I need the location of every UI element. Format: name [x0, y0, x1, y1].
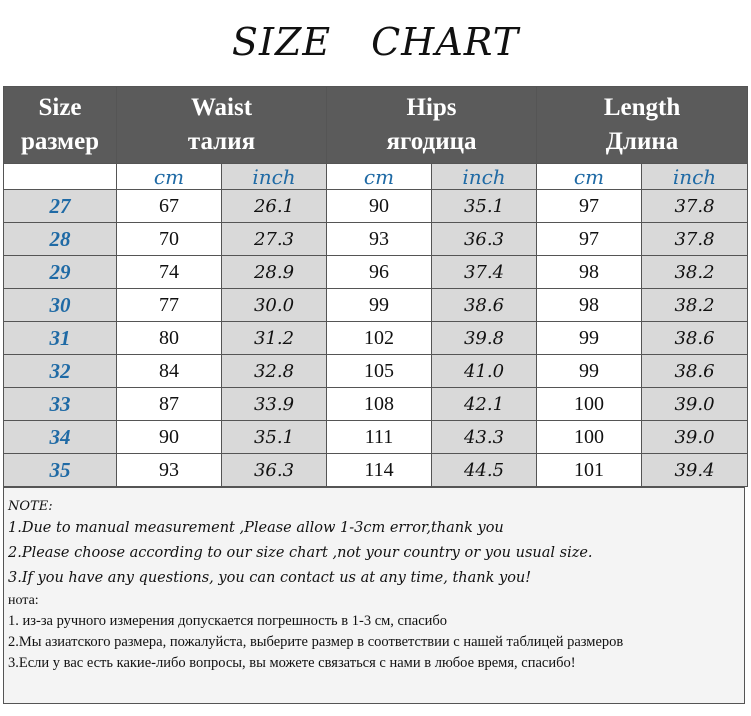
- cell-waist-inch: 31.2: [222, 322, 327, 355]
- cell-hips-cm: 93: [327, 223, 432, 256]
- unit-waist-inch: inch: [222, 164, 327, 190]
- unit-hips-inch: inch: [432, 164, 537, 190]
- cell-hips-cm: 105: [327, 355, 432, 388]
- cell-waist-inch: 27.3: [222, 223, 327, 256]
- cell-size: 34: [4, 421, 117, 454]
- cell-length-inch: 39.0: [642, 388, 748, 421]
- cell-waist-inch: 35.1: [222, 421, 327, 454]
- cell-hips-cm: 102: [327, 322, 432, 355]
- cell-hips-inch: 38.6: [432, 289, 537, 322]
- cell-hips-inch: 37.4: [432, 256, 537, 289]
- title-word-chart: CHART: [371, 20, 520, 64]
- cell-waist-cm: 67: [117, 190, 222, 223]
- cell-hips-cm: 99: [327, 289, 432, 322]
- cell-size: 33: [4, 388, 117, 421]
- cell-hips-cm: 111: [327, 421, 432, 454]
- cell-hips-inch: 44.5: [432, 454, 537, 487]
- size-chart-table: [3, 86, 748, 487]
- cell-hips-cm: 108: [327, 388, 432, 421]
- cell-waist-cm: 70: [117, 223, 222, 256]
- header-length-en: Length: [603, 94, 681, 121]
- header-waist-en: Waist: [190, 94, 253, 121]
- cell-length-cm: 100: [537, 388, 642, 421]
- cell-size: 29: [4, 256, 117, 289]
- cell-waist-cm: 84: [117, 355, 222, 388]
- header-length-ru: Длина: [605, 128, 679, 155]
- cell-length-inch: 37.8: [642, 223, 748, 256]
- cell-waist-cm: 90: [117, 421, 222, 454]
- table-row: [4, 289, 748, 322]
- unit-row: [4, 164, 748, 190]
- table-row: [4, 388, 748, 421]
- cell-length-cm: 97: [537, 190, 642, 223]
- cell-hips-inch: 43.3: [432, 421, 537, 454]
- page-title: [0, 20, 751, 64]
- cell-waist-cm: 77: [117, 289, 222, 322]
- table-header-row: [4, 87, 748, 164]
- cell-waist-cm: 74: [117, 256, 222, 289]
- cell-length-cm: 98: [537, 256, 642, 289]
- note-ru-1: 1. из-за ручного измерения допускается погрешность в 1-3 см, спасибо: [8, 613, 448, 629]
- header-hips-en: Hips: [406, 94, 457, 121]
- header-size-en: Size: [38, 94, 82, 121]
- unit-blank: [4, 164, 117, 190]
- cell-hips-cm: 96: [327, 256, 432, 289]
- header-waist-ru: талия: [187, 128, 256, 155]
- cell-length-cm: 101: [537, 454, 642, 487]
- cell-size: 30: [4, 289, 117, 322]
- cell-length-inch: 39.0: [642, 421, 748, 454]
- title-word-size: SIZE: [231, 20, 332, 64]
- cell-size: 28: [4, 223, 117, 256]
- cell-length-cm: 99: [537, 322, 642, 355]
- notes-panel: [3, 487, 745, 704]
- note-ru-2: 2.Мы азиатского размера, пожалуйста, выберите размер в соответствии с нашей таблицей размеров: [8, 634, 624, 650]
- cell-hips-inch: 39.8: [432, 322, 537, 355]
- header-size-ru: размер: [20, 128, 100, 155]
- cell-size: 27: [4, 190, 117, 223]
- table-row: [4, 355, 748, 388]
- note-en-3: 3.If you have any questions, you can contact us at any time, thank you!: [8, 570, 532, 586]
- note-ru-3: 3.Если у вас есть какие-либо вопросы, вы можете связаться с нами в любое время, спасибо!: [8, 655, 576, 671]
- cell-waist-inch: 26.1: [222, 190, 327, 223]
- cell-waist-cm: 80: [117, 322, 222, 355]
- table-body: [4, 190, 748, 487]
- header-length: [537, 87, 748, 164]
- unit-waist-cm: cm: [117, 164, 222, 190]
- cell-hips-inch: 41.0: [432, 355, 537, 388]
- cell-length-inch: 38.2: [642, 289, 748, 322]
- table-row: [4, 322, 748, 355]
- cell-length-inch: 38.6: [642, 322, 748, 355]
- header-hips-ru: ягодица: [386, 128, 477, 155]
- cell-hips-inch: 35.1: [432, 190, 537, 223]
- unit-length-inch: inch: [642, 164, 748, 190]
- cell-size: 32: [4, 355, 117, 388]
- note-heading-en: NOTE:: [8, 499, 53, 514]
- cell-length-inch: 38.6: [642, 355, 748, 388]
- cell-length-cm: 99: [537, 355, 642, 388]
- table-row: [4, 256, 748, 289]
- table-row: [4, 190, 748, 223]
- cell-waist-inch: 36.3: [222, 454, 327, 487]
- unit-hips-cm: cm: [327, 164, 432, 190]
- cell-length-cm: 100: [537, 421, 642, 454]
- header-hips: [327, 87, 537, 164]
- cell-length-cm: 97: [537, 223, 642, 256]
- note-heading-ru: нота:: [8, 593, 39, 608]
- cell-size: 35: [4, 454, 117, 487]
- table-row: [4, 421, 748, 454]
- table-row: [4, 454, 748, 487]
- cell-hips-cm: 114: [327, 454, 432, 487]
- cell-hips-cm: 90: [327, 190, 432, 223]
- unit-length-cm: cm: [537, 164, 642, 190]
- cell-waist-inch: 28.9: [222, 256, 327, 289]
- table-row: [4, 223, 748, 256]
- cell-waist-cm: 87: [117, 388, 222, 421]
- cell-waist-inch: 30.0: [222, 289, 327, 322]
- cell-length-inch: 39.4: [642, 454, 748, 487]
- cell-waist-inch: 32.8: [222, 355, 327, 388]
- cell-length-cm: 98: [537, 289, 642, 322]
- header-waist: [117, 87, 327, 164]
- cell-length-inch: 38.2: [642, 256, 748, 289]
- cell-waist-cm: 93: [117, 454, 222, 487]
- cell-hips-inch: 42.1: [432, 388, 537, 421]
- cell-size: 31: [4, 322, 117, 355]
- header-size: [4, 87, 117, 164]
- cell-waist-inch: 33.9: [222, 388, 327, 421]
- cell-hips-inch: 36.3: [432, 223, 537, 256]
- note-en-1: 1.Due to manual measurement ,Please allow 1-3cm error,thank you: [8, 520, 504, 536]
- cell-length-inch: 37.8: [642, 190, 748, 223]
- note-en-2: 2.Please choose according to our size chart ,not your country or you usual size.: [8, 545, 593, 561]
